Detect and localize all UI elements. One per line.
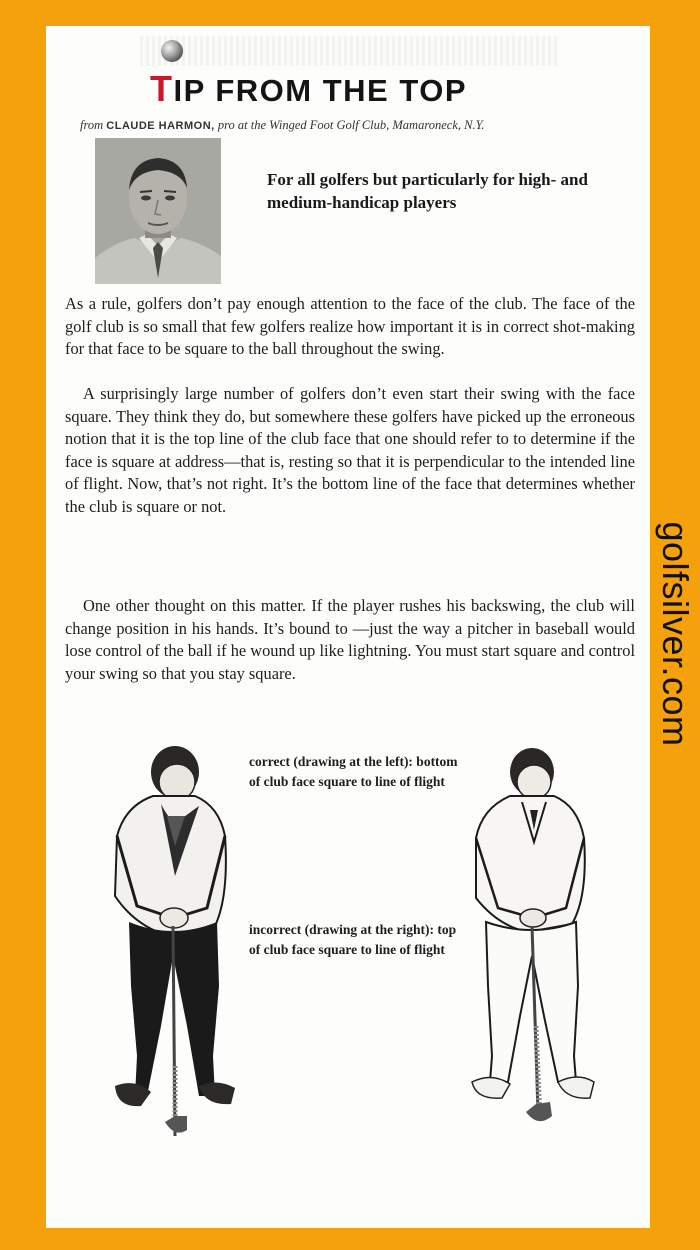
portrait-illustration [95, 138, 221, 284]
watermark-side-brand [652, 26, 698, 1228]
title-initial: T [150, 68, 174, 109]
title-rest: IP FROM THE TOP [173, 73, 467, 108]
byline-author: CLAUDE HARMON, [106, 120, 215, 132]
header-halftone-band [140, 36, 560, 66]
golf-ball-icon [161, 40, 183, 62]
byline-from: from [80, 118, 107, 132]
paragraph-3: One other thought on this matter. If the player rushes his backswing, the club will change position in his hands. It’s bound to —just the way a pitcher in baseball would lose control of the ball if he wound up like lightning. You must start square and control your swing so that you stay square. [65, 596, 635, 683]
golfer-drawing-incorrect [462, 726, 602, 1142]
watermark-text: golfsilver.com [655, 521, 696, 747]
paragraph-1: As a rule, golfers don’t pay enough attention to the face of the club. The face of the golf club is so small that few golfers realize how important it is in correct shot-making for that face to be square to the ball throughout the swing. [65, 294, 635, 358]
paragraph-2: A surprisingly large number of golfers don’t even start their swing with the face square. They think they do, but somewhere these golfers have picked up the erroneous notion that it is the top line of the club face that one should refer to to determine if the face is square at address—that is, resting so that it is perpendicular to the intended line of flight. Now, that’s not right. It’s the bottom line of the face that determines whether the club is square or not. [65, 384, 635, 516]
byline [80, 118, 640, 133]
golfer-drawing-correct [95, 726, 245, 1142]
article-title [150, 68, 570, 110]
byline-affiliation: pro at the Winged Foot Golf Club, Mamaroneck, N.Y. [214, 118, 485, 132]
author-portrait [95, 138, 221, 284]
caption-incorrect: incorrect (drawing at the right): top of club face square to line of flight [249, 922, 457, 957]
article-intro: For all golfers but particularly for high- and medium-handicap players [267, 170, 588, 212]
caption-correct: correct (drawing at the left): bottom of club face square to line of flight [249, 754, 458, 789]
